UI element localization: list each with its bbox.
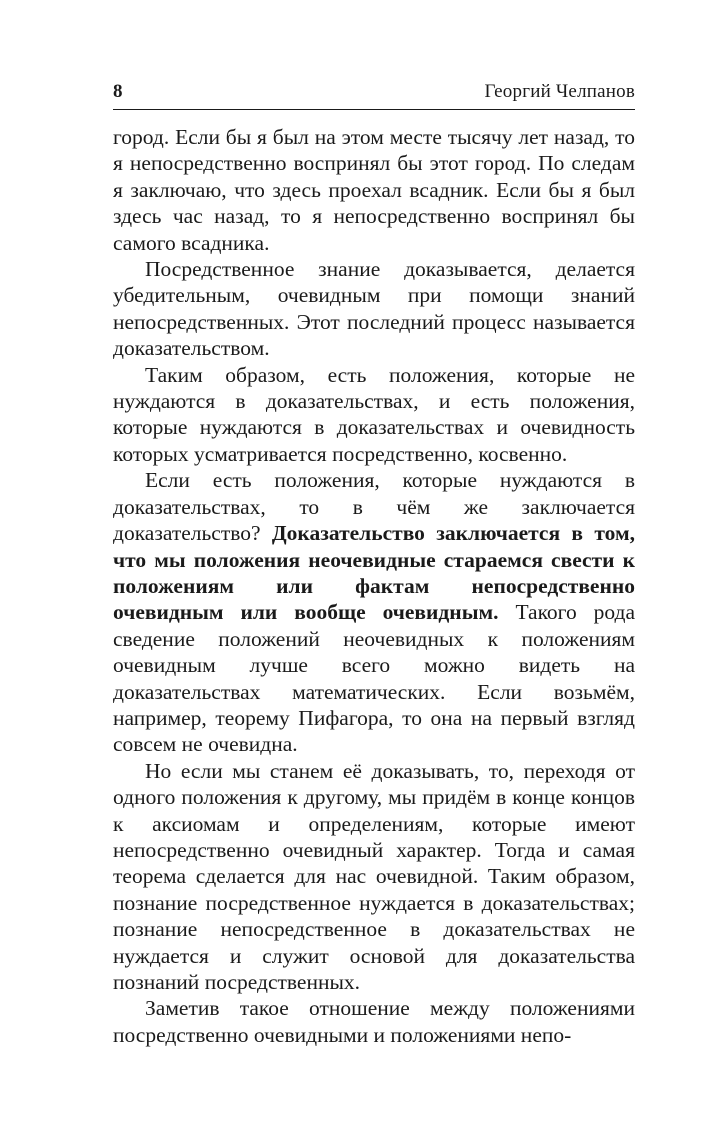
paragraph-text: Такого рода сведение положений неочевидных к положениям очевидным лучше всего можно видеть на доказательствах математических. Если возьмём, например, теорему Пифагора, то она на первый взгляд совсем не очевидна. — [113, 600, 636, 757]
paragraph-2 — [113, 256, 635, 362]
page-header — [113, 80, 635, 110]
paragraph-5 — [113, 758, 635, 996]
page-number: 8 — [113, 81, 123, 102]
paragraph-text: Посредственное знание доказывается, делается убедительным, очевидным при помощи знаний непосредственных. Этот последний процесс называется доказательством. — [113, 257, 635, 361]
paragraph-3 — [113, 362, 635, 468]
paragraph-text: Но если мы станем её доказывать, то, переходя от одного положения к другому, мы придём в конце концов к аксиомам и определениям, которые имеют непосредственно очевидный характер. Тогда и самая теорема сделается для нас очевидной. Таким образом, познание посредственное нуждается в доказательствах; познание непосредственное в доказательствах не нуждается и служит основой для доказательства познаний посредственных. — [113, 758, 635, 994]
page-body — [113, 124, 635, 1048]
running-title: Георгий Челпанов — [484, 81, 635, 102]
paragraph-4 — [113, 467, 635, 757]
paragraph-6 — [113, 995, 635, 1048]
book-page — [113, 80, 635, 1048]
paragraph-text: Заметив такое отношение между положениями посредственно очевидными и положениями непо- — [113, 996, 635, 1047]
paragraph-1 — [113, 124, 635, 256]
paragraph-text: город. Если бы я был на этом месте тысячу лет назад, то я непосредственно воспринял бы этот город. По следам я заключаю, что здесь проехал всадник. Если бы я был здесь час назад, то я непосредственно воспринял бы самого всадника. — [113, 125, 635, 255]
paragraph-text: Если есть положения, которые нуждаются в доказательствах, то в чём же заключается доказательство? — [113, 468, 635, 546]
bold-definition-text: Доказательство заключается в том, что мы положения неочевидные стараемся свести к положениям или фактам непосредственно очевидным или вообще очевидным. — [113, 521, 636, 625]
paragraph-text: Таким образом, есть положения, которые не нуждаются в доказательствах, и есть положения, которые нуждаются в доказательствах и очевидность которых усматривается посредственно, косвенно. — [113, 362, 635, 466]
